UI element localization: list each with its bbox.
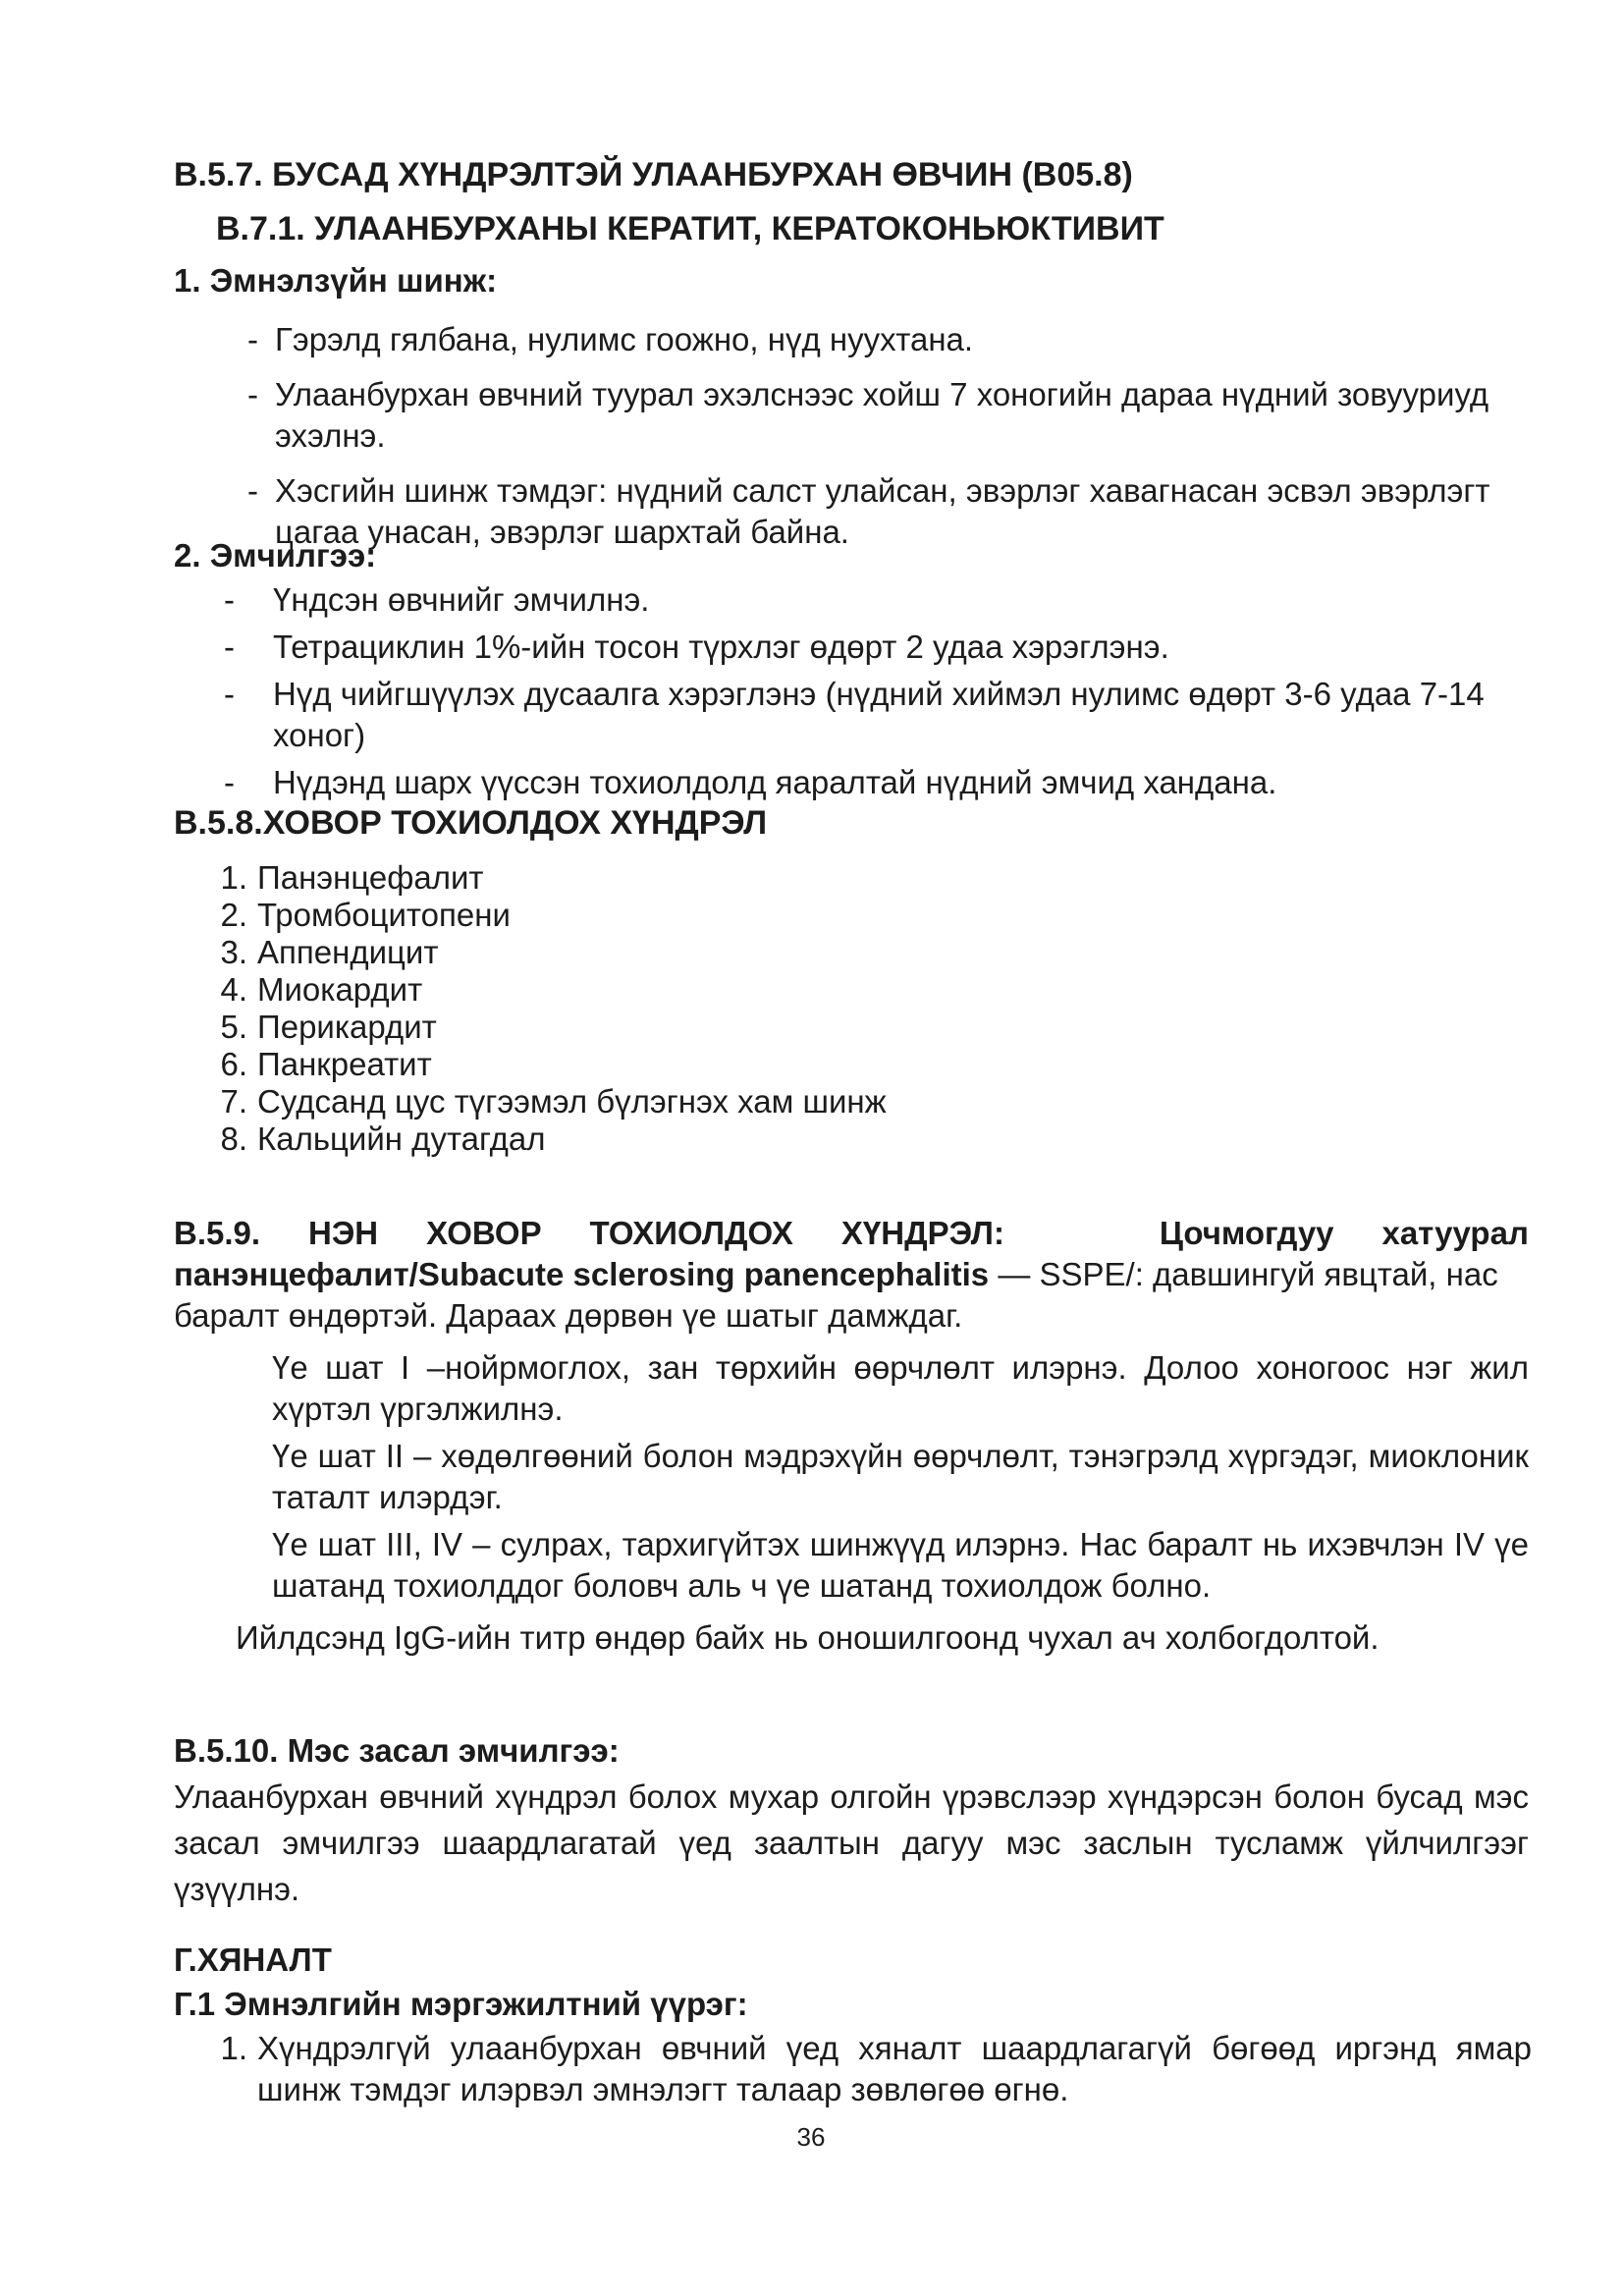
list-item: 4. Миокардит (220, 971, 423, 1008)
treatment-item: - Нүдэнд шарх үүссэн тохиолдолд яаралтай нүдний эмчид хандана. (224, 762, 1530, 803)
sspe-line-2: панэнцефалит/Subacute sclerosing panencephalitis — SSPE/: давшингуй явцтай, нас (174, 1256, 1498, 1292)
stage-2-text: Үе шат II – хөдөлгөөний болон мэдрэхүйн өөрчлөлт, тэнэгрэлд хүргэдэг, миоклоник таталт илэрдэг. (272, 1438, 1529, 1515)
dash-bullet: - (224, 629, 235, 665)
list-item: 3. Аппендицит (220, 934, 439, 970)
clinical-signs-list (247, 319, 1524, 553)
surgery-paragraph: Улаанбурхан өвчний хүндрэл болох мухар олгойн үрэвслээр хүндэрсэн болон бусад мэс засал эмчилгээ шаардлагатай үед заалтын дагуу мэс заслын тусламж үйлчилгээг үзүүлнэ. (174, 1778, 1529, 1907)
dash-bullet: - (247, 472, 258, 509)
stage-3-text: Үе шат III, IV – сулрах, тархигүйтэх шинжүүд илэрнэ. Нас баралт нь ихэвчлэн IV үе шатанд тохиолддог боловч аль ч үе шатанд тохиолдож болно. (272, 1526, 1529, 1604)
treatment-item: - Нүд чийгшүүлэх дусаалга хэрэглэнэ (нүдний хиймэл нулимс өдөрт 3-6 удаа 7-14 хоног) (224, 674, 1530, 756)
clinical-sign-item: - Улаанбурхан өвчний туурал эхэлснээс хойш 7 хоногийн дараа нүдний зовууриуд эхэлнэ. (247, 374, 1524, 457)
sspe-line-3: баралт өндөртэй. Дараах дөрвөн үе шатыг дамждаг. (174, 1297, 963, 1334)
list-item: 5. Перикардит (220, 1009, 437, 1045)
dash-bullet: - (224, 581, 235, 618)
dash-bullet: - (224, 676, 235, 712)
list-item: 6. Панкреатит (220, 1046, 432, 1082)
dash-bullet: - (224, 764, 235, 800)
sspe-heading-line: В.5.9. НЭН ХОВОР ТОХИОЛДОХ ХҮНДРЭЛ: Цочмогдуу хатуурал (174, 1215, 1529, 1251)
stage-1-text: Үе шат I –нойрмоглох, зан төрхийн өөрчлөлт илэрнэ. Долоо хоногоос нэг жил хүртэл үргэлжилнэ. (272, 1349, 1529, 1427)
list-item: 1. Хүндрэлгүй улаанбурхан өвчний үед хяналт шаардлагагүй бөгөөд иргэнд ямар шинж тэмдэг илэрвэл эмнэлэгт талаар зөвлөгөө өгнө. (220, 2030, 1532, 2107)
dash-bullet: - (247, 321, 258, 357)
treatment-item: - Тетрациклин 1%-ийн тосон түрхлэг өдөрт 2 удаа хэрэглэнэ. (224, 627, 1530, 668)
dash-bullet: - (247, 376, 258, 412)
list-item: 8. Кальцийн дутагдал (220, 1121, 546, 1157)
clinical-sign-item: - Хэсгийн шинж тэмдэг: нүдний салст улайсан, эвэрлэг хавагнасан эсвэл эвэрлэгт цагаа унасан, эвэрлэг шархтай байна. (247, 470, 1524, 553)
treatment-item: - Үндсэн өвчнийг эмчилнэ. (224, 579, 1530, 621)
treatment-heading: 2. Эмчилгээ: (174, 537, 377, 574)
rare-complications-list (206, 859, 887, 1158)
section-heading-b57: В.5.7. БУСАД ХҮНДРЭЛТЭЙ УЛААНБУРХАН ӨВЧИН (В05.8) (174, 156, 1133, 193)
sspe-paragraph (174, 1213, 1529, 1337)
clinical-signs-heading: 1. Эмнэлзүйн шинж: (174, 262, 498, 299)
treatment-list (224, 579, 1530, 803)
list-item: 7. Судсанд цус түгээмэл бүлэгнэх хам шинж (220, 1083, 887, 1120)
section-heading-g: Г.ХЯНАЛТ (174, 1941, 332, 1978)
clinical-sign-item: - Гэрэлд гялбана, нулимс гоожно, нүд нуухтана. (247, 319, 1524, 360)
list-item: 1. Панэнцефалит (220, 859, 484, 896)
list-item: 2. Тромбоцитопени (220, 897, 511, 933)
page-number: 36 (796, 2122, 826, 2152)
subsection-heading-g1: Г.1 Эмнэлгийн мэргэжилтний үүрэг: (174, 1986, 748, 2022)
section-heading-b510: В.5.10. Мэс засал эмчилгээ: (174, 1732, 620, 1769)
section-heading-b58: В.5.8.ХОВОР ТОХИОЛДОХ ХҮНДРЭЛ (174, 804, 768, 842)
igg-note: Ийлдсэнд IgG-ийн титр өндөр байх нь оношилгоонд чухал ач холбогдолтой. (236, 1619, 1380, 1656)
sspe-term: панэнцефалит/Subacute sclerosing panencephalitis (174, 1256, 990, 1292)
subsection-heading-b71: В.7.1. УЛААНБУРХАНЫ КЕРАТИТ, КЕРАТОКОНЬЮКТИВИТ (216, 210, 1164, 247)
